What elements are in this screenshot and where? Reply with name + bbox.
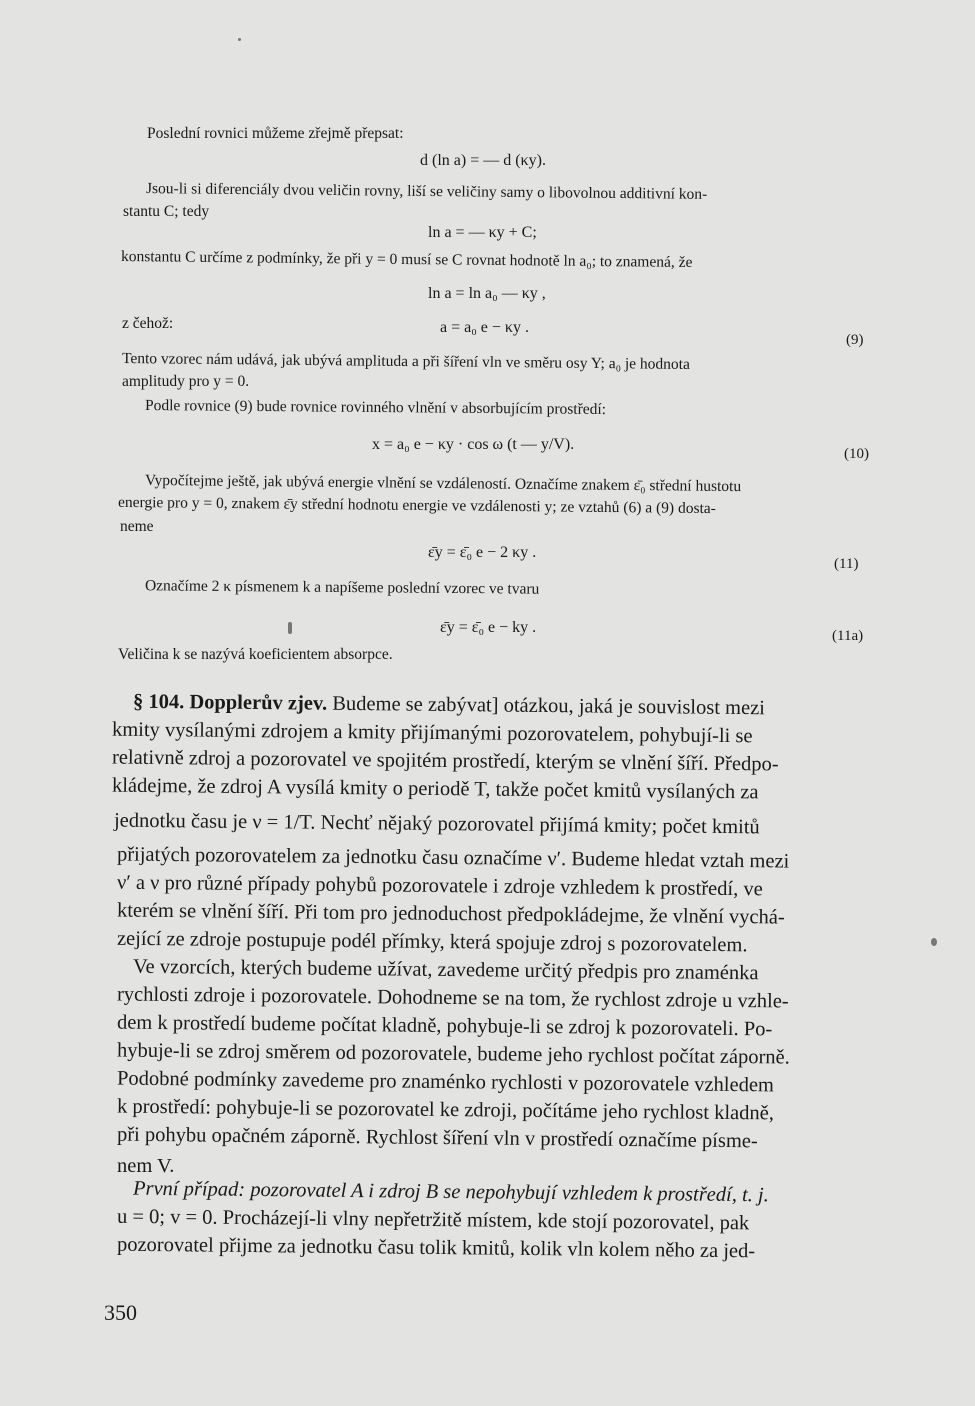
text-line: Poslední rovnici můžeme zřejmě přepsat:	[147, 125, 404, 142]
text-line: z čehož:	[122, 315, 174, 332]
text-line: Jsou-li si diferenciály dvou veličin rovny, liší se veličiny samy o libovolnou additivní kon-	[145, 180, 708, 203]
text-line: Podle rovnice (9) bude rovnice rovinného vlnění v absorbujícím prostředí:	[144, 396, 607, 419]
equation: x = a₀ e − κy · cos ω (t — y/V).	[372, 436, 575, 453]
equation: ε̄y = ε̄₀ e − 2 κy .	[428, 544, 537, 561]
text-line: amplitudy pro y = 0.	[122, 373, 250, 390]
text-line: Označíme 2 κ písmenem k a napíšeme poslední vzorec ve tvaru	[144, 577, 540, 598]
print-speck	[238, 38, 241, 41]
paragraph-line: při pohybu opačném záporně. Rychlost šíření vln v prostředí označíme písme-	[116, 1123, 758, 1153]
equation-number: (11a)	[832, 628, 864, 644]
paragraph-line: rychlosti zdroje i pozorovatele. Dohodneme se na tom, že rychlost zdroje u vzhle-	[116, 983, 789, 1013]
equation-number: (9)	[846, 332, 864, 348]
paragraph-line: u = 0; v = 0. Procházejí-li vlny nepřetržitě místem, kde stojí pozorovatel, pak	[116, 1205, 750, 1235]
text-line: Veličina k se nazývá koeficientem absorpce.	[118, 646, 393, 663]
paragraph-line: Podobné podmínky zavedeme pro znaménko rychlosti v pozorovatele vzhledem	[116, 1067, 775, 1097]
paragraph-line: kládejme, že zdroj A vysílá kmity o periodě T, takže počet kmitů vysílaných za	[111, 774, 759, 804]
text-line: Vypočítejme ještě, jak ubývá energie vlnění se vzdáleností. Označíme znakem ε̄₀ střední hustotu	[144, 471, 742, 496]
paragraph-line: dem k prostředí budeme počítat kladně, pohybuje-li se zdroj k pozorovateli. Po-	[116, 1011, 773, 1041]
print-speck	[931, 938, 937, 946]
paragraph-line: pozorovatel přijme za jednotku času tolik kmitů, kolik vln kolem něho za jed-	[116, 1233, 756, 1263]
text-line: stantu C; tedy	[123, 203, 210, 220]
equation-number: (11)	[834, 556, 859, 572]
equation: ln a = ln a₀ — κy ,	[428, 285, 546, 302]
equation: ln a = — κy + C;	[428, 224, 537, 241]
paragraph-text: Budeme se zabývat] otázkou, jaká je souvislost mezi	[332, 692, 766, 720]
text-line: Tento vzorec nám udává, jak ubývá amplituda a při šíření vln ve směru osy Y; a₀ je hodnota	[121, 350, 691, 373]
paragraph-line: jednotku času je ν = 1/T. Nechť nějaký pozorovatel přijímá kmity; počet kmitů	[113, 809, 760, 839]
paragraph-line: nem V.	[117, 1155, 175, 1177]
section-heading: § 104. Dopplerův zjev.	[132, 690, 328, 715]
page-number: 350	[104, 1300, 137, 1325]
equation: ε̄y = ε̄₀ e − ky .	[440, 619, 537, 636]
paragraph-line: hybuje-li se zdroj směrem od pozorovatele, budeme jeho rychlost počítat záporně.	[116, 1039, 790, 1069]
text-line: energie pro y = 0, znakem ε̄y střední hodnotu energie ve vzdálenosti y; ze vztahů (6) a (9) dosta-	[117, 493, 716, 518]
equation-number: (10)	[844, 446, 869, 462]
paragraph-line: relativně zdroj a pozorovatel ve spojitém prostředí, kterým se vlnění šíří. Předpo-	[111, 746, 779, 776]
paragraph-line: ν′ a ν pro různé případy pohybů pozorovatele i zdroje vzhledem k prostředí, ve	[116, 871, 763, 901]
paragraph-line: přijatých pozorovatelem za jednotku času označíme ν′. Budeme hledat vztah mezi	[116, 843, 790, 873]
paragraph-line: zející ze zdroje postupuje podél přímky, která spojuje zdroj s pozorovatelem.	[116, 927, 748, 957]
paragraph-line: První případ: pozorovatel A i zdroj B se nepohybují vzhledem k prostředí, t. j.	[132, 1177, 769, 1207]
text-line: konstantu C určíme z podmínky, že při y = 0 musí se C rovnat hodnotě ln a₀; to znamená, že	[120, 248, 693, 271]
equation: d (ln a) = — d (κy).	[420, 152, 546, 169]
print-speck	[288, 622, 292, 634]
paragraph-line: kterém se vlnění šíří. Při tom pro jednoduchost předpokládejme, že vlnění vychá-	[116, 899, 785, 929]
text-line: neme	[120, 518, 154, 535]
paragraph-line: k prostředí: pohybuje-li se pozorovatel ke zdroji, počítáme jeho rychlost kladně,	[116, 1095, 775, 1125]
equation: a = a₀ e − κy .	[440, 319, 529, 336]
paragraph-line: Ve vzorcích, kterých budeme užívat, zavedeme určitý předpis pro znaménka	[132, 955, 759, 985]
paragraph-line	[133, 690, 765, 721]
paragraph-line: kmity vysílanými zdrojem a kmity přijímanými pozorovatelem, pohybují-li se	[111, 718, 753, 748]
